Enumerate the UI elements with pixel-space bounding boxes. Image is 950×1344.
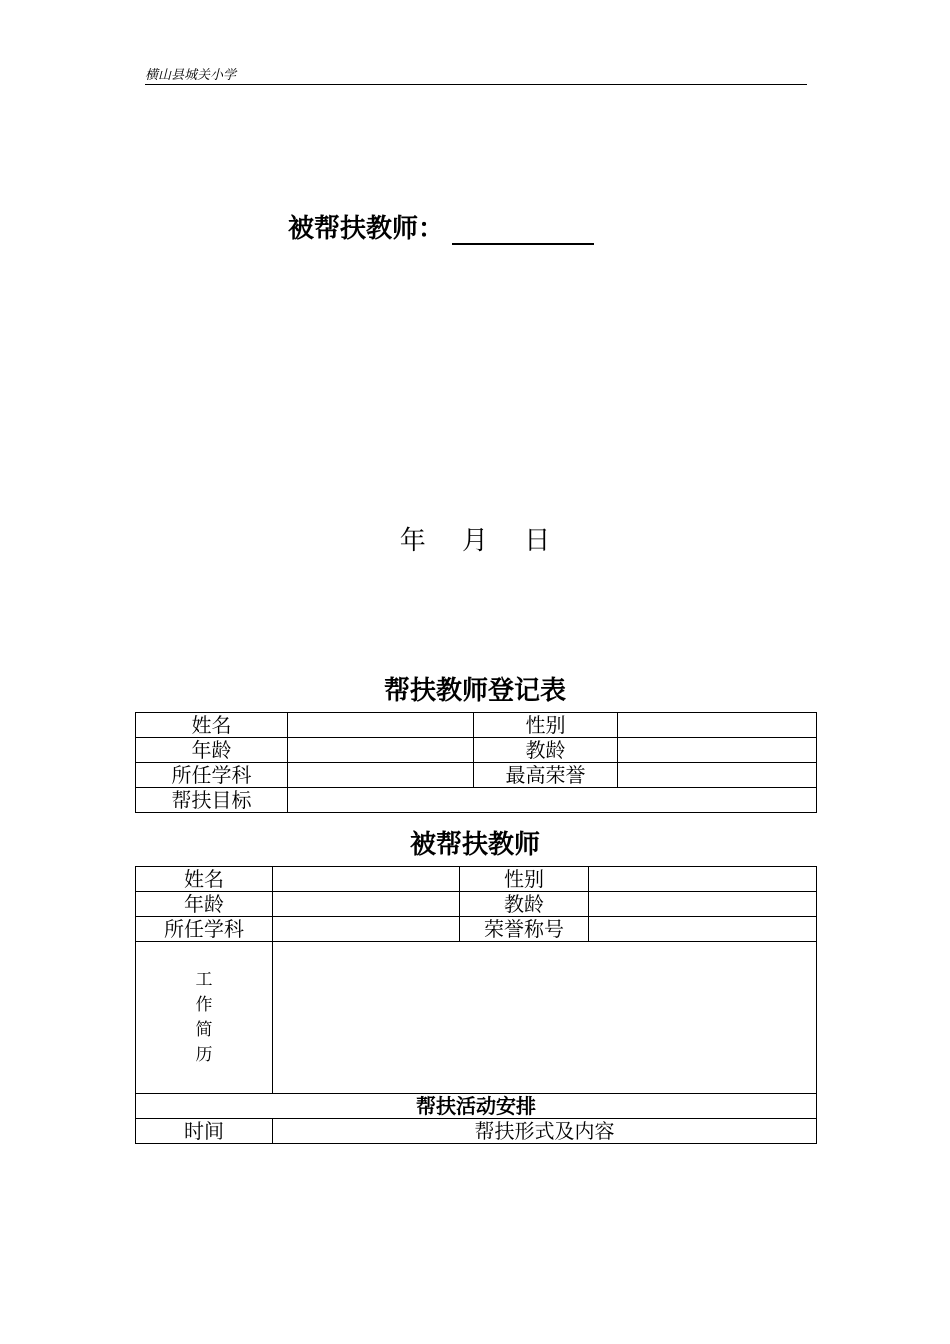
value-highest-honor[interactable] (618, 763, 817, 788)
resume-char: 工 (195, 969, 213, 990)
table-row (136, 763, 817, 788)
value-gender[interactable] (618, 713, 817, 738)
value-honor-title[interactable] (589, 917, 817, 942)
label-age: 年龄 (136, 892, 273, 917)
table-row (136, 788, 817, 813)
value-age[interactable] (273, 892, 460, 917)
table-row (136, 738, 817, 763)
table-row (136, 892, 817, 917)
value-gender[interactable] (589, 867, 817, 892)
label-subject: 所任学科 (136, 763, 288, 788)
table-row (136, 1119, 817, 1144)
table-row (136, 942, 817, 1094)
label-honor-title: 荣誉称号 (460, 917, 589, 942)
resume-char: 简 (195, 1019, 213, 1040)
school-name: 横山县城关小学 (145, 68, 237, 83)
date-month: 月 (461, 526, 488, 556)
col-time-header: 时间 (136, 1119, 273, 1144)
date-day: 日 (524, 526, 551, 556)
value-teaching-years[interactable] (618, 738, 817, 763)
value-name[interactable] (288, 713, 474, 738)
value-subject[interactable] (288, 763, 474, 788)
label-teaching-years: 教龄 (460, 892, 589, 917)
mentee-table-title: 被帮扶教师 (409, 830, 540, 860)
table-row (136, 917, 817, 942)
mentee-label: 被帮扶教师： (288, 214, 445, 244)
date-line (0, 520, 950, 557)
cover-title (288, 208, 594, 245)
activities-title: 帮扶活动安排 (136, 1094, 817, 1119)
value-teaching-years[interactable] (589, 892, 817, 917)
page-header (145, 64, 807, 85)
mentor-table (135, 712, 817, 813)
label-gender: 性别 (474, 713, 618, 738)
label-goal: 帮扶目标 (136, 788, 288, 813)
table-row (136, 867, 817, 892)
table-row (136, 713, 817, 738)
mentee-name-blank[interactable] (452, 215, 594, 245)
value-subject[interactable] (273, 917, 460, 942)
table-row (136, 1094, 817, 1119)
mentee-table (135, 866, 817, 1144)
value-name[interactable] (273, 867, 460, 892)
label-teaching-years: 教龄 (474, 738, 618, 763)
label-name: 姓名 (136, 713, 288, 738)
date-year: 年 (399, 526, 426, 556)
value-goal[interactable] (288, 788, 817, 813)
value-work-resume[interactable] (273, 942, 817, 1094)
label-highest-honor: 最高荣誉 (474, 763, 618, 788)
mentor-table-title: 帮扶教师登记表 (383, 676, 566, 706)
col-content-header: 帮扶形式及内容 (273, 1119, 817, 1144)
value-age[interactable] (288, 738, 474, 763)
label-work-resume (136, 942, 273, 1094)
label-name: 姓名 (136, 867, 273, 892)
label-gender: 性别 (460, 867, 589, 892)
label-age: 年龄 (136, 738, 288, 763)
label-subject: 所任学科 (136, 917, 273, 942)
resume-char: 作 (195, 994, 213, 1015)
resume-char: 历 (195, 1044, 213, 1065)
